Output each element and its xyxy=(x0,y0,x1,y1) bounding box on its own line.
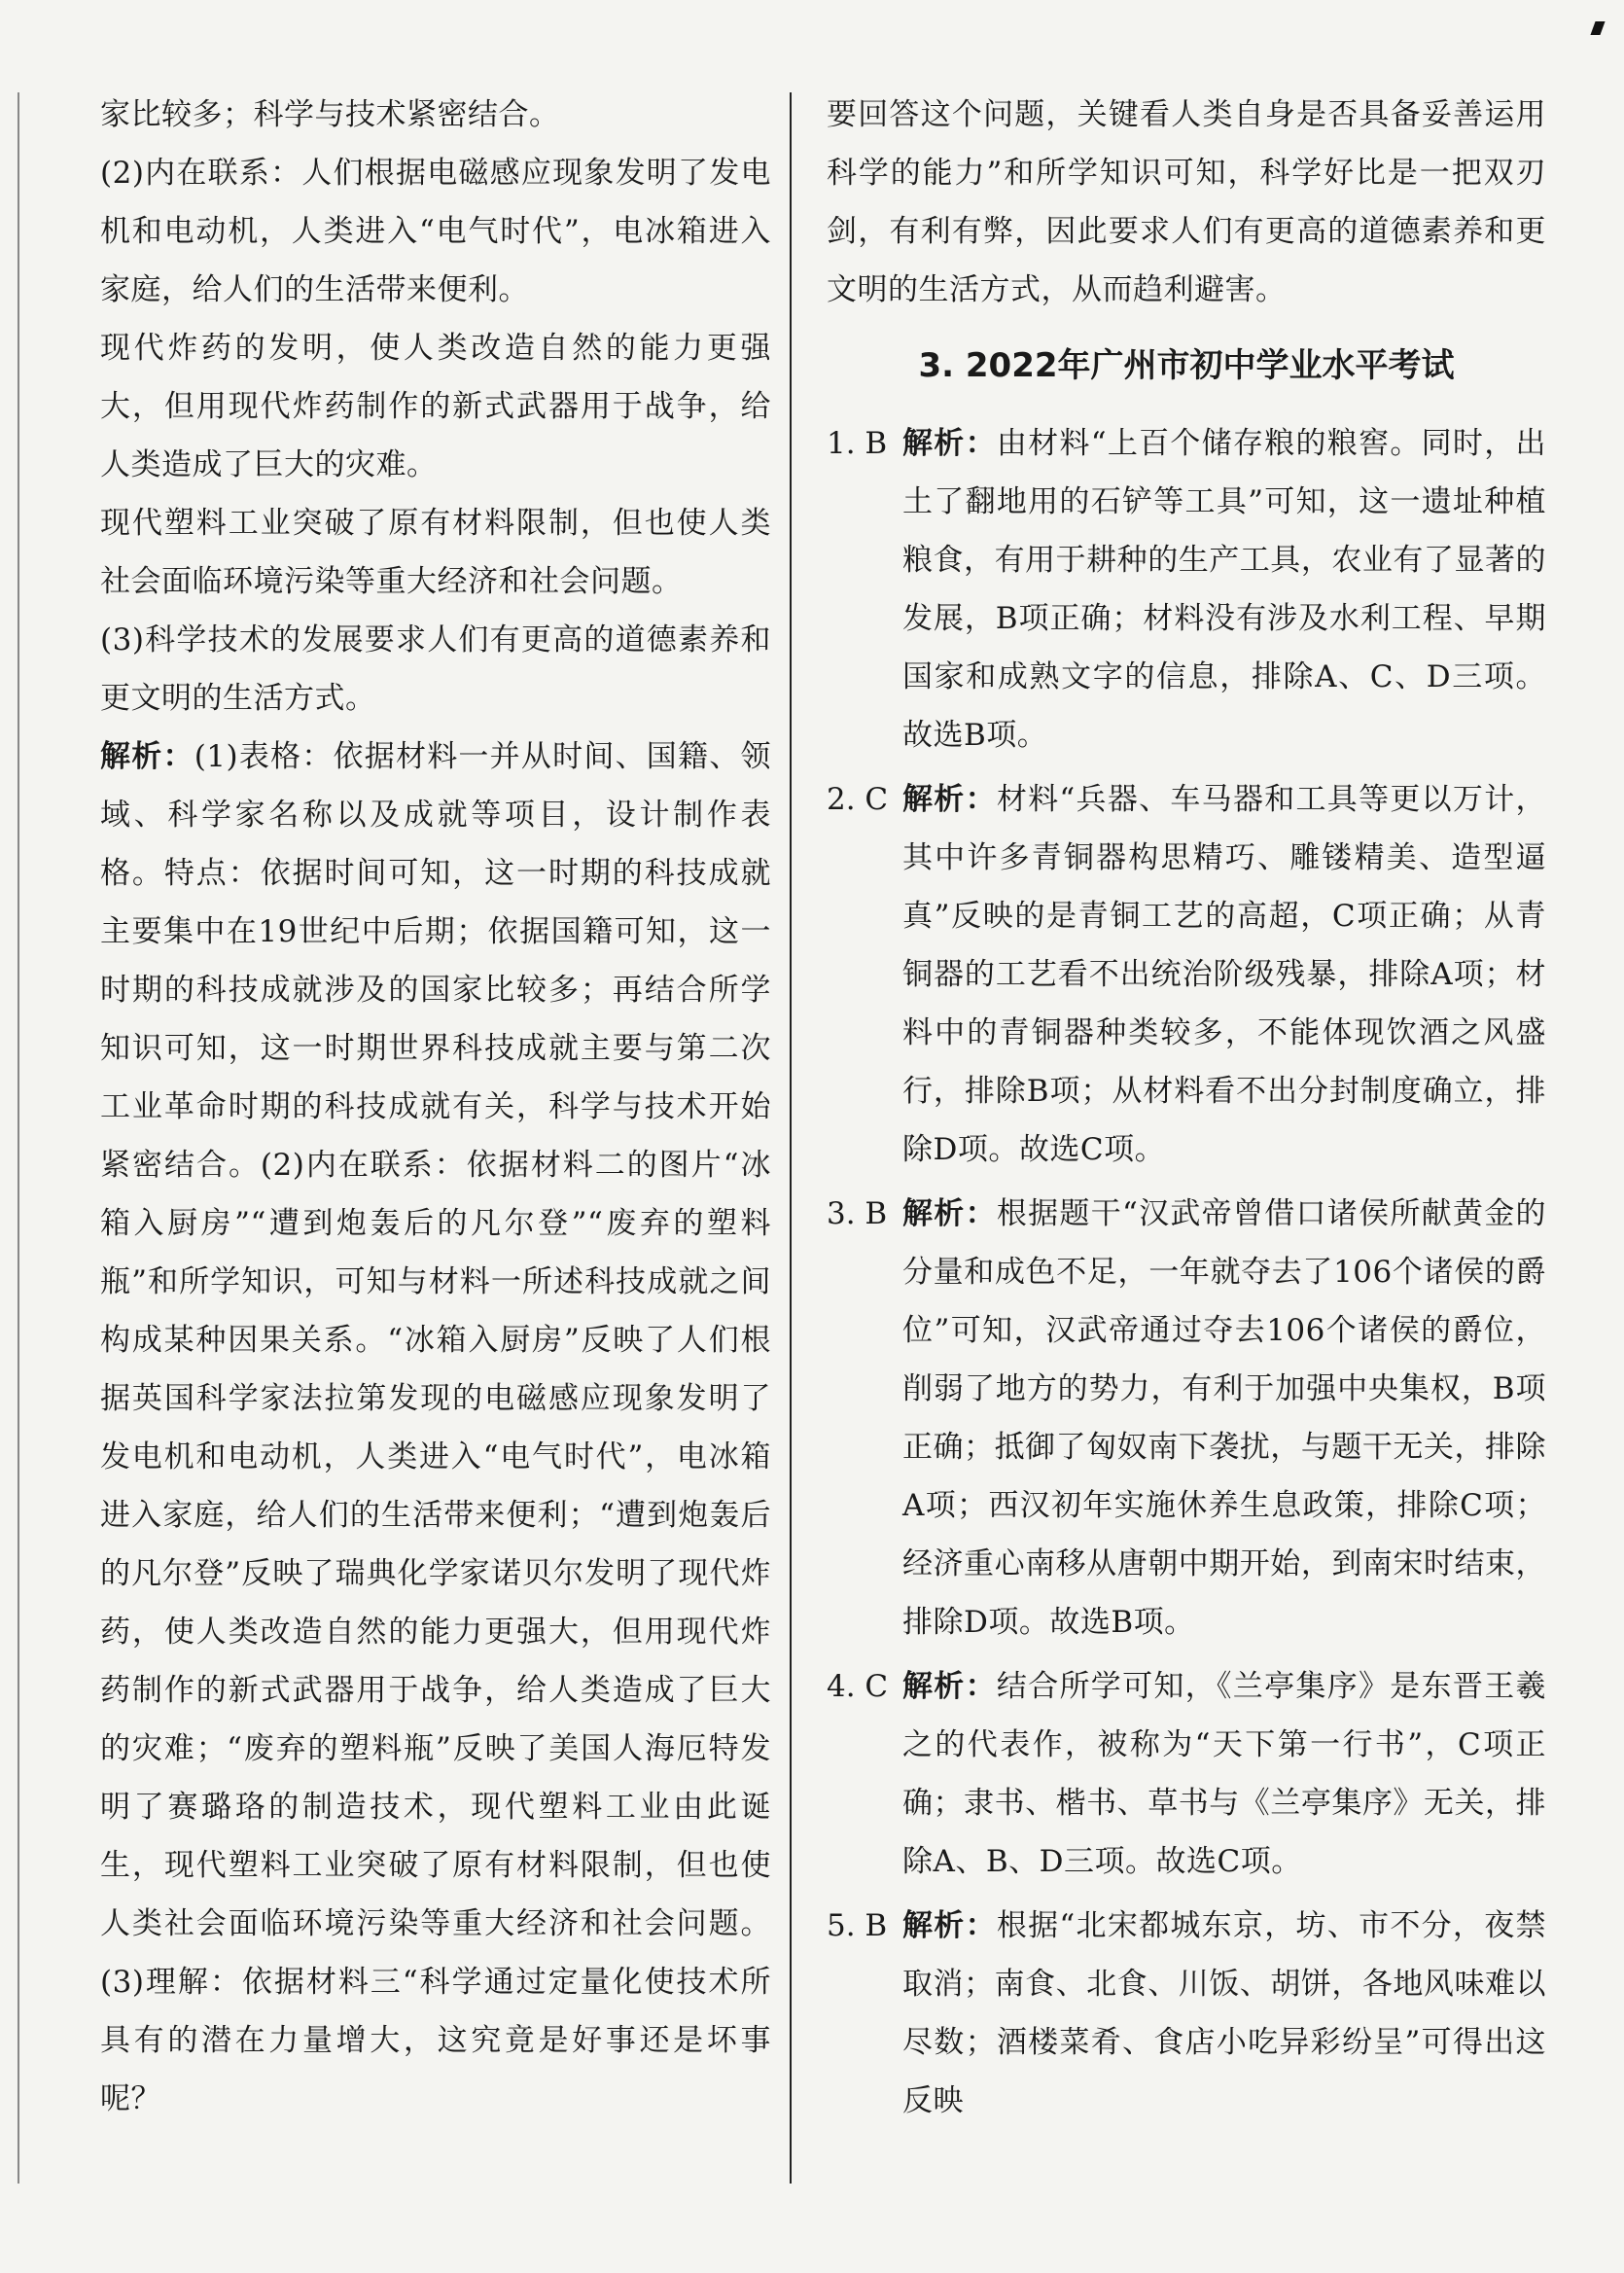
analysis-label: 解析： xyxy=(100,739,194,774)
question-answer xyxy=(902,414,1546,764)
corner-mark xyxy=(1590,21,1605,35)
left-paragraph-1: 家比较多；科学与技术紧密结合。 xyxy=(100,97,560,132)
left-column xyxy=(100,86,771,2128)
question-text: 材料“兵器、车马器和工具等更以万计，其中许多青铜器构思精巧、雕镂精美、造型逼真”反映的是青铜工艺的高超，C项正确；从青铜器的工艺看不出统治阶级残暴，排除A项；材料中的青铜器种类较多，不能体现饮酒之风盛行，排除B项；从材料看不出分封制度确立，排除D项。故选C项。 xyxy=(902,782,1547,1167)
question-answer xyxy=(902,1897,1546,2130)
left-analysis xyxy=(100,728,771,2128)
left-paragraph-4: 现代塑料工业突破了原有材料限制，但也使人类社会面临环境污染等重大经济和社会问题。 xyxy=(100,506,771,599)
question-number: 1. B xyxy=(827,426,888,461)
question-item xyxy=(827,1185,1546,1651)
analysis-label: 解析： xyxy=(902,1669,997,1704)
question-number: 5. B xyxy=(827,1908,888,1943)
column-divider xyxy=(790,92,792,2184)
question-number: 3. B xyxy=(827,1196,888,1231)
question-answer xyxy=(902,770,1546,1179)
question-text: 根据“北宋都城东京，坊、市不分，夜禁取消；南食、北食、川饭、胡饼，各地风味难以尽数；酒楼菜肴、食店小吃异彩纷呈”可得出这反映 xyxy=(902,1908,1547,2118)
question-item xyxy=(827,414,1546,764)
question-text: 结合所学可知，《兰亭集序》是东晋王羲之的代表作，被称为“天下第一行书”，C项正确；隶书、楷书、草书与《兰亭集序》无关，排除A、B、D三项。故选C项。 xyxy=(902,1669,1547,1879)
question-text: 由材料“上百个储存粮的粮窖。同时，出土了翻地用的石铲等工具”可知，这一遗址种植粮食，有用于耕种的生产工具，农业有了显著的发展，B项正确；材料没有涉及水利工程、早期国家和成熟文字的信息，排除A、C、D三项。故选B项。 xyxy=(902,426,1547,753)
section-title: 3. 2022年广州市初中学业水平考试 xyxy=(918,346,1455,385)
question-answer xyxy=(902,1657,1546,1891)
right-continuation: 要回答这个问题，关键看人类自身是否具备妥善运用科学的能力”和所学知识可知，科学好比是一把双刃剑，有利有弊，因此要求人们有更高的道德素养和更文明的生活方式，从而趋利避害。 xyxy=(827,97,1546,307)
left-paragraph-2: (2)内在联系：人们根据电磁感应现象发明了发电机和电动机，人类进入“电气时代”，电冰箱进入家庭，给人们的生活带来便利。 xyxy=(100,156,771,307)
left-paragraph-5: (3)科学技术的发展要求人们有更高的道德素养和更文明的生活方式。 xyxy=(100,622,771,716)
question-number: 2. C xyxy=(827,782,889,817)
question-item xyxy=(827,1657,1546,1891)
page-edge-line xyxy=(18,92,19,2184)
analysis-label: 解析： xyxy=(902,1908,997,1943)
right-column xyxy=(827,86,1546,2130)
question-item xyxy=(827,770,1546,1179)
analysis-label: 解析： xyxy=(902,426,997,461)
question-item xyxy=(827,1897,1546,2130)
analysis-label: 解析： xyxy=(902,1196,997,1231)
analysis-text: (1)表格：依据材料一并从时间、国籍、领域、科学家名称以及成就等项目，设计制作表格。特点：依据时间可知，这一时期的科技成就主要集中在19世纪中后期；依据国籍可知，这一时期的科技成就涉及的国家比较多；再结合所学知识可知，这一时期世界科技成就主要与第二次工业革命时期的科技成就有关，科学与技术开始紧密结合。(2)内在联系：依据材料二的图片“冰箱入厨房”“遭到炮轰后的凡尔登”“废弃的塑料瓶”和所学知识，可知与材料一所述科技成就之间构成某种因果关系。“冰箱入厨房”反映了人们根据英国科学家法拉第发现的电磁感应现象发明了发电机和电动机，人类进入“电气时代”，电冰箱进入家庭，给人们的生活带来便利；“遭到炮轰后的凡尔登”反映了瑞典化学家诺贝尔发明了现代炸药，使人类改造自然的能力更强大，但用现代炸药制作的新式武器用于战争，给人类造成了巨大的灾难；“废弃的塑料瓶”反映了美国人海厄特发明了赛璐珞的制造技术，现代塑料工业由此诞生，现代塑料工业突破了原有材料限制，但也使人类社会面临环境污染等重大经济和社会问题。(3)理解：依据材料三“科学通过定量化使技术所具有的潜在力量增大，这究竟是好事还是坏事呢？ xyxy=(100,739,772,2116)
question-text: 根据题干“汉武帝曾借口诸侯所献黄金的分量和成色不足，一年就夺去了106个诸侯的爵位”可知，汉武帝通过夺去106个诸侯的爵位，削弱了地方的势力，有利于加强中央集权，B项正确；抵御了匈奴南下袭扰，与题干无关，排除A项；西汉初年实施休养生息政策，排除C项；经济重心南移从唐朝中期开始，到南宋时结束，排除D项。故选B项。 xyxy=(902,1196,1547,1640)
question-answer xyxy=(902,1185,1546,1651)
left-paragraph-3: 现代炸药的发明，使人类改造自然的能力更强大，但用现代炸药制作的新式武器用于战争，给人类造成了巨大的灾难。 xyxy=(100,331,771,482)
analysis-label: 解析： xyxy=(902,782,997,817)
question-number: 4. C xyxy=(827,1669,889,1704)
